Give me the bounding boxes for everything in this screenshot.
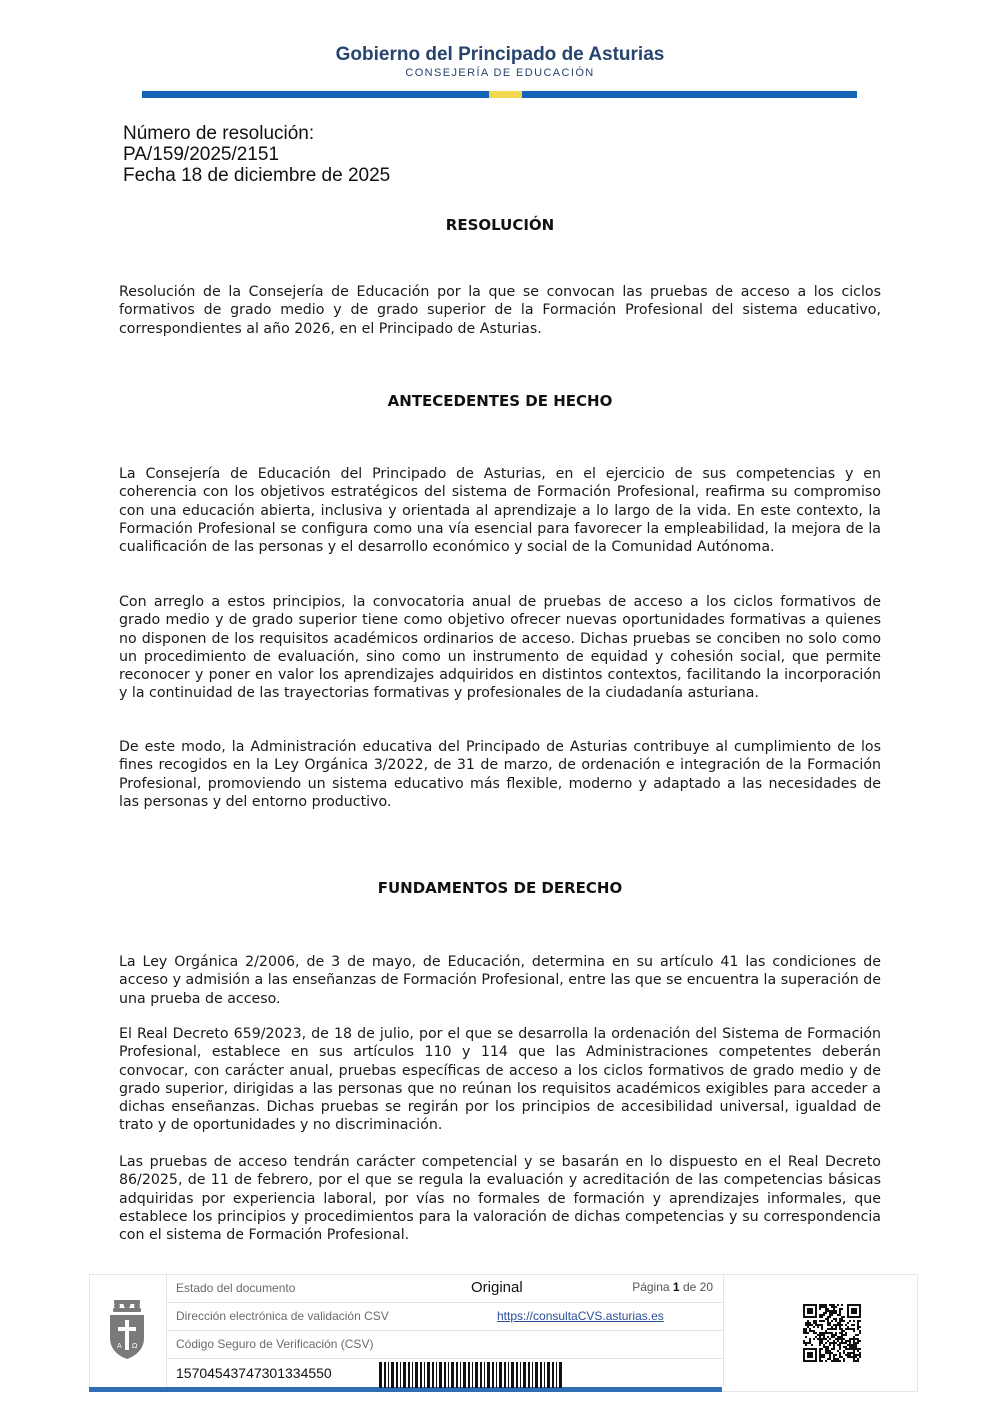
svg-text:A: A	[117, 1342, 122, 1350]
barcode-icon	[379, 1362, 563, 1388]
heading-fundamentos: FUNDAMENTOS DE DERECHO	[377, 879, 623, 897]
asturias-shield-icon	[108, 1298, 146, 1360]
resolution-number: PA/159/2025/2151	[123, 144, 280, 165]
estado-label: Estado del documento	[176, 1281, 296, 1295]
verification-footer	[89, 1274, 918, 1392]
fundamentos-paragraph-3: Las pruebas de acceso tendrán carácter competencial y se basarán en lo dispuesto en el Real Decreto 86/2025, de 11 de febrero, por el que se regula la evaluación y acreditación de las competencias básicas adquiridas por experiencia laboral, por vías no formales de formación y aprendizajes informales, que establece los principios y procedimientos para la valoración de dichas competencias y su correspondencia con el sistema de Formación Profesional.	[119, 1154, 881, 1244]
header-color-bar	[142, 91, 857, 98]
footer-row-csv-label	[167, 1330, 723, 1359]
csv-code-label: Código Seguro de Verificación (CSV)	[176, 1337, 374, 1351]
csv-url-label: Dirección electrónica de validación CSV	[176, 1309, 389, 1323]
resolution-block	[123, 123, 390, 186]
resolution-number-label: Número de resolución:	[123, 123, 315, 144]
svg-text:Ω: Ω	[132, 1342, 138, 1350]
antecedentes-paragraph-2: Con arreglo a estos principios, la convocatoria anual de pruebas de acceso a los ciclos formativos de grado medio y de grado superior tiene como objetivo ofrecer nuevas oportunidades formativas a quienes no disponen de los requisitos académicos ordinarios de acceso. Dichas pruebas se conciben no solo como un procedimiento de evaluación, sino como un instrumento de equidad y cohesión social, que permite reconocer y poner en valor los aprendizajes adquiridos en distintos contextos, facilitando la incorporación y la continuidad de las trayectorias formativas y profesionales de la ciudadanía asturiana.	[119, 594, 881, 702]
heading-resolucion: RESOLUCIÓN	[445, 216, 555, 234]
antecedentes-paragraph-3: De este modo, la Administración educativa del Principado de Asturias contribuye al cumplimiento de los fines recogidos en la Ley Orgánica 3/2022, de 31 de marzo, de ordenación e integración de la Formación Profesional, promoviendo un sistema educativo más flexible, moderno y adaptado a las necesidades de las personas y del entorno productivo.	[119, 739, 881, 810]
page-total: 20	[699, 1280, 713, 1294]
footer-row-estado	[167, 1274, 723, 1303]
heading-antecedentes: ANTECEDENTES DE HECHO	[387, 392, 613, 410]
header-bar-yellow-segment	[489, 91, 522, 98]
government-title: Gobierno del Principado de Asturias	[335, 44, 665, 65]
intro-paragraph: Resolución de la Consejería de Educación por la que se convocan las pruebas de acceso a los ciclos formativos de grado medio y de grado superior de la Formación Profesional del sistema educativo, correspondientes al año 2026, en el Principado de Asturias.	[119, 284, 881, 337]
qr-code-icon	[803, 1304, 861, 1362]
page-current: 1	[672, 1280, 680, 1294]
csv-validation-link[interactable]: https://consultaCVS.asturias.es	[497, 1309, 664, 1323]
fundamentos-paragraph-2: El Real Decreto 659/2023, de 18 de julio, por el que se desarrolla la ordenación del Sistema de Formación Profesional, establece en sus artículos 110 y 114 que las Administraciones competentes deberán convocar, con carácter anual, pruebas específicas de acceso a los ciclos formativos de grado medio y de grado superior, dirigidas a las personas que no reúnan los requisitos académicos exigibles para acceder a dichas enseñanzas. Dichas pruebas se regirán por los principios de accesibilidad universal, igualdad de trato y de oportunidades y no discriminación.	[119, 1026, 881, 1134]
footer-row-url	[167, 1302, 723, 1331]
antecedentes-paragraph-1: La Consejería de Educación del Principado de Asturias, en el ejercicio de sus competencias y en coherencia con los objetivos estratégicos del sistema de Formación Profesional, reafirma su compromiso con una educación abierta, inclusiva y orientada al aprendizaje a lo largo de la vida. En este contexto, la Formación Profesional se configura como una vía esencial para favorecer la empleabilidad, la mejora de la cualificación de las personas y el desarrollo económico y social de la Comunidad Autónoma.	[119, 466, 881, 556]
page-prefix: Página	[632, 1280, 670, 1294]
department-subtitle: CONSEJERÍA DE EDUCACIÓN	[405, 67, 595, 79]
resolution-date: Fecha 18 de diciembre de 2025	[123, 165, 391, 186]
page-indicator	[632, 1280, 713, 1294]
estado-value: Original	[471, 1279, 523, 1296]
page-separator: de	[682, 1280, 697, 1294]
csv-code: 15704543747301334550	[176, 1365, 332, 1381]
fundamentos-paragraph-1: La Ley Orgánica 2/2006, de 3 de mayo, de Educación, determina en su artículo 41 las condiciones de acceso y admisión a las enseñanzas de Formación Profesional, entre las que se encuentra la superación de una prueba de acceso.	[119, 954, 882, 1007]
